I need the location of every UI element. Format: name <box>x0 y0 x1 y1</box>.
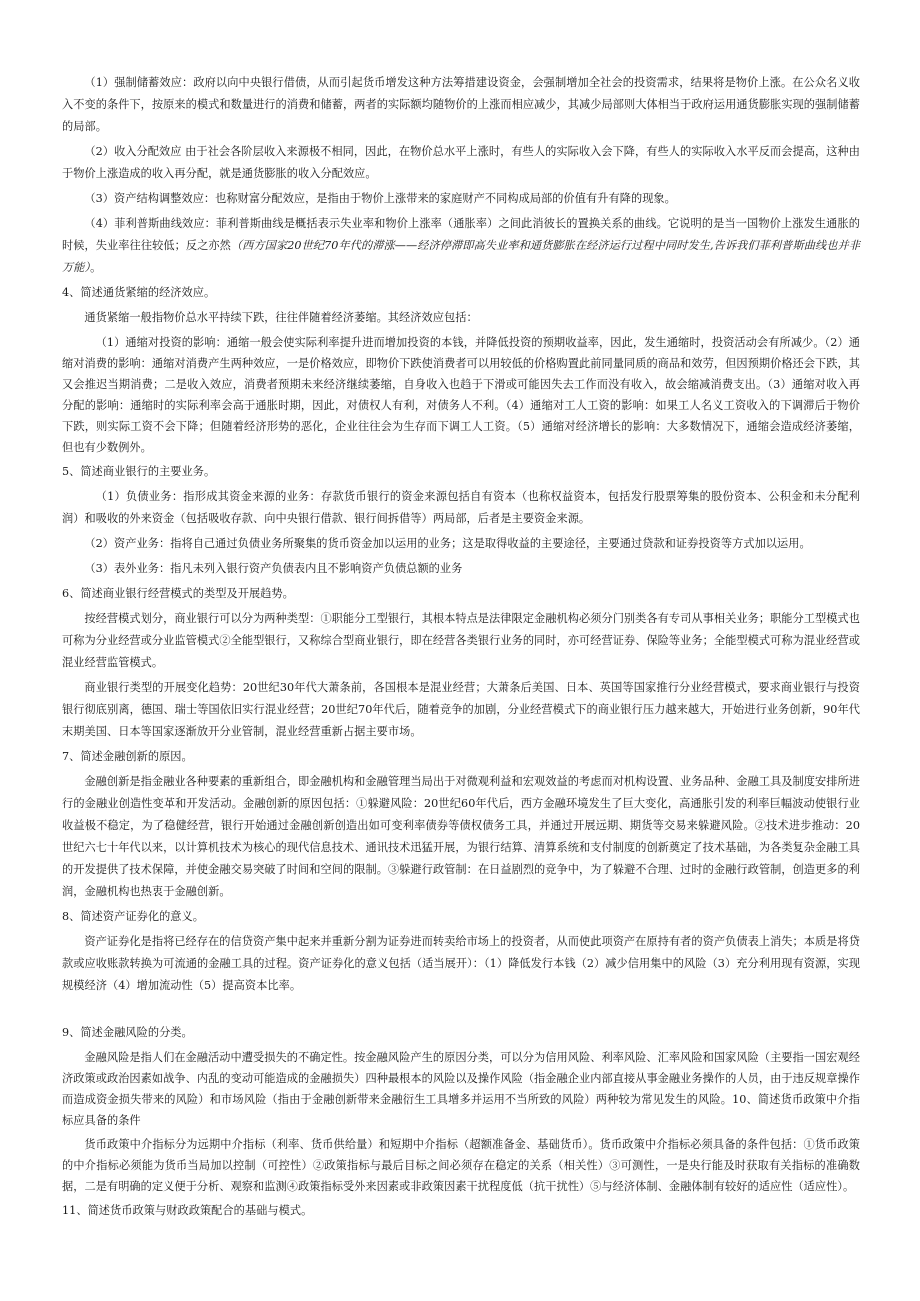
phillips-curve-end: 。 <box>90 261 102 274</box>
paragraph-liability-business: （1）负债业务：指形成其资金来源的业务：存款货币银行的资金来源包括自有资本（也称权益资本，包括发行股票筹集的股份资本、公积金和未分配利润）和吸收的外来资金（包括吸收存款、向中央银行借款、银行间拆借等）两局部，后者是主要资金来源。 <box>62 490 860 525</box>
paragraph-bank-model-types: 按经营模式划分，商业银行可以分为两种类型：①职能分工型银行，其根本特点是法律限定金融机构必须分门别类各有专司从事相关业务；职能分工型模式也可称为分业经营或分业监管模式②全能型银行，又称综合型商业银行，即在经营各类银行业务的同时，亦可经营证券、保险等业务；全能型模式可称为混业经营或混业经营监管模式。 <box>62 612 860 669</box>
phillips-curve-note: （西方国家20世纪70年代的滞涨——经济停滞即高失业率和通货膨胀在经济运行过程中同时发生,告诉我们菲利普斯曲线也并非万能） <box>62 239 860 274</box>
paragraph-asset-business: （2）资产业务：指将自己通过负债业务所聚集的货币资金加以运用的业务；这是取得收益的主要途径，主要通过贷款和证券投资等方式加以运用。 <box>84 537 811 550</box>
heading-securitization: 8、简述资产证券化的意义。 <box>62 910 205 923</box>
paragraph-asset-structure-effect: （3）资产结构调整效应：也称财富分配效应，是指由于物价上涨带来的家庭财产不同构成局部的价值有升有降的现象。 <box>84 192 676 205</box>
heading-deflation-effects: 4、简述通货紧缩的经济效应。 <box>62 286 216 299</box>
heading-policy-coordination: 11、简述货币政策与财政政策配合的基础与模式。 <box>62 1204 313 1217</box>
paragraph-forced-saving-effect: （1）强制储蓄效应：政府以向中央银行借债，从而引起货币增发这种方法筹措建设资金，会强制增加全社会的投资需求，结果将是物价上涨。在公众名义收入不变的条件下，按原来的模式和数量进行的消费和储蓄，两者的实际额均随物价的上涨而相应减少，其减少局部则大体相当于政府运用通货膨胀实现的强制储蓄的局部。 <box>62 76 860 133</box>
heading-bank-business: 5、简述商业银行的主要业务。 <box>62 465 216 478</box>
paragraph-financial-risk: 金融风险是指人们在金融活动中遭受损失的不确定性。按金融风险产生的原因分类，可以分为信用风险、利率风险、汇率风险和国家风险（主要指一国宏观经济政策或政治因素如战争、内乱的变动可能造成的金融损失）四种最根本的风险以及操作风险（指金融企业内部直接从事金融业务操作的人员，由于违反规章操作而造成资金损失带来的风险）和市场风险（指由于金融创新带来金融衍生工具增多并运用不当所致的风险）两种较为常见发生的风险。10、简述货币政策中介指标应具备的条件 <box>62 1051 860 1127</box>
paragraph-bank-model-trends: 商业银行类型的开展变化趋势：20世纪30年代大萧条前，各国根本是混业经营；大萧条后美国、日本、英国等国家推行分业经营模式，要求商业银行与投资银行彻底别离，德国、瑞士等国依旧实行混业经营；20世纪70年代后，随着竞争的加剧，分业经营模式下的商业银行压力越来越大，开始进行业务创新，90年代末期美国、日本等国家逐渐放开分业管制，混业经营重新占据主要市场。 <box>62 681 860 738</box>
paragraph-securitization: 资产证券化是指将已经存在的信贷资产集中起来并重新分割为证券进而转卖给市场上的投资者，从而使此项资产在原持有者的资产负债表上消失；本质是将贷款或应收账款转换为可流通的金融工具的过程。资产证券化的意义包括（适当展开）：（1）降低发行本钱（2）减少信用集中的风险（3）充分利用现有资源，实现规模经济（4）增加流动性（5）提高资本比率。 <box>62 935 860 992</box>
heading-bank-models: 6、简述商业银行经营模式的类型及开展趋势。 <box>62 587 294 600</box>
paragraph-intermediate-targets: 货币政策中介指标分为远期中介指标（利率、货币供给量）和短期中介指标（超额准备金、基础货币）。货币政策中介指标必须具备的条件包括：①货币政策的中介指标必须能为货币当局加以控制（可控性）②政策指标与最后目标之间必须存在稳定的关系（相关性）③可测性，一是央行能及时获取有关指标的准确数据，二是有明确的定义便于分析、观察和监测④政策指标受外来因素或非政策因素干扰程度低（抗干扰性）⑤与经济体制、金融体制有较好的适应性（适应性）。 <box>62 1138 860 1193</box>
paragraph-deflation-effects: （1）通缩对投资的影响：通缩一般会使实际利率提升进而增加投资的本钱，并降低投资的预期收益率，因此，发生通缩时，投资活动会有所减少。（2）通缩对消费的影响：通缩对消费产生两种效应，一是价格效应，即物价下跌使消费者可以用较低的价格购置此前同量同质的商品和效劳，但因预期价格还会下跌，其又会推迟当期消费；二是收入效应，消费者预期未来经济继续萎缩，自身收入也趋于下滑或可能因失去工作而没有收入，故会缩减消费支出。（3）通缩对收入再分配的影响：通缩时的实际利率会高于通胀时期，因此，对债权人有利，对债务人不利。（4）通缩对工人工资的影响：如果工人名义工资收入的下调滞后于物价下跌，则实际工资不会下降；但随着经济形势的恶化，企业往往会为生存而下调工人工资。（5）通缩对经济增长的影响：大多数情况下，通缩会造成经济萎缩，但也有少数例外。 <box>62 336 860 454</box>
phillips-curve-text: （4）菲利普斯曲线效应：菲利普斯曲线是概括表示失业率和物价上涨率（通胀率）之间此消彼长的置换关系的曲线。它说明的是当一国物价上涨发生通胀的时候，失业率往往较低；反之亦然 <box>62 217 860 252</box>
paragraph-financial-innovation: 金融创新是指金融业各种要素的重新组合，即金融机构和金融管理当局出于对微观利益和宏观效益的考虑而对机构设置、业务品种、金融工具及制度安排所进行的金融业创造性变革和开发活动。金融创新的原因包括：①躲避风险：20世纪60年代后，西方金融环境发生了巨大变化，高通胀引发的利率巨幅波动使银行业收益极不稳定，为了稳健经营，银行开始通过金融创新创造出如可变利率债券等债权债务工具，并通过开展远期、期货等交易来躲避风险。②技术进步推动：20世纪六七十年代以来，以计算机技术为核心的现代信息技术、通讯技术迅猛开展，为银行结算、清算系统和支付制度的创新奠定了技术基础，为各类复杂金融工具的开发提供了技术保障，并使金融交易突破了时间和空间的限制。③躲避行政管制：在日益剧烈的竞争中，为了躲避不合理、过时的金融行政管制，创造更多的利润，金融机构也热衷于金融创新。 <box>62 775 860 898</box>
heading-financial-risk: 9、简述金融风险的分类。 <box>62 1026 193 1039</box>
paragraph-off-balance-business: （3）表外业务：指凡未列入银行资产负债表内且不影响资产负债总额的业务 <box>84 562 463 575</box>
paragraph-deflation-intro: 通货紧缩一般指物价总水平持续下跌，往往伴随着经济萎缩。其经济效应包括： <box>84 311 478 324</box>
paragraph-phillips-curve-effect <box>62 213 860 279</box>
paragraph-income-distribution-effect: （2）收入分配效应 由于社会各阶层收入来源极不相同，因此，在物价总水平上涨时，有些人的实际收入会下降，有些人的实际收入水平反而会提高，这种由于物价上涨造成的收入再分配，就是通货膨胀的收入分配效应。 <box>62 145 860 180</box>
document-page <box>62 72 860 1225</box>
heading-financial-innovation: 7、简述金融创新的原因。 <box>62 750 193 763</box>
